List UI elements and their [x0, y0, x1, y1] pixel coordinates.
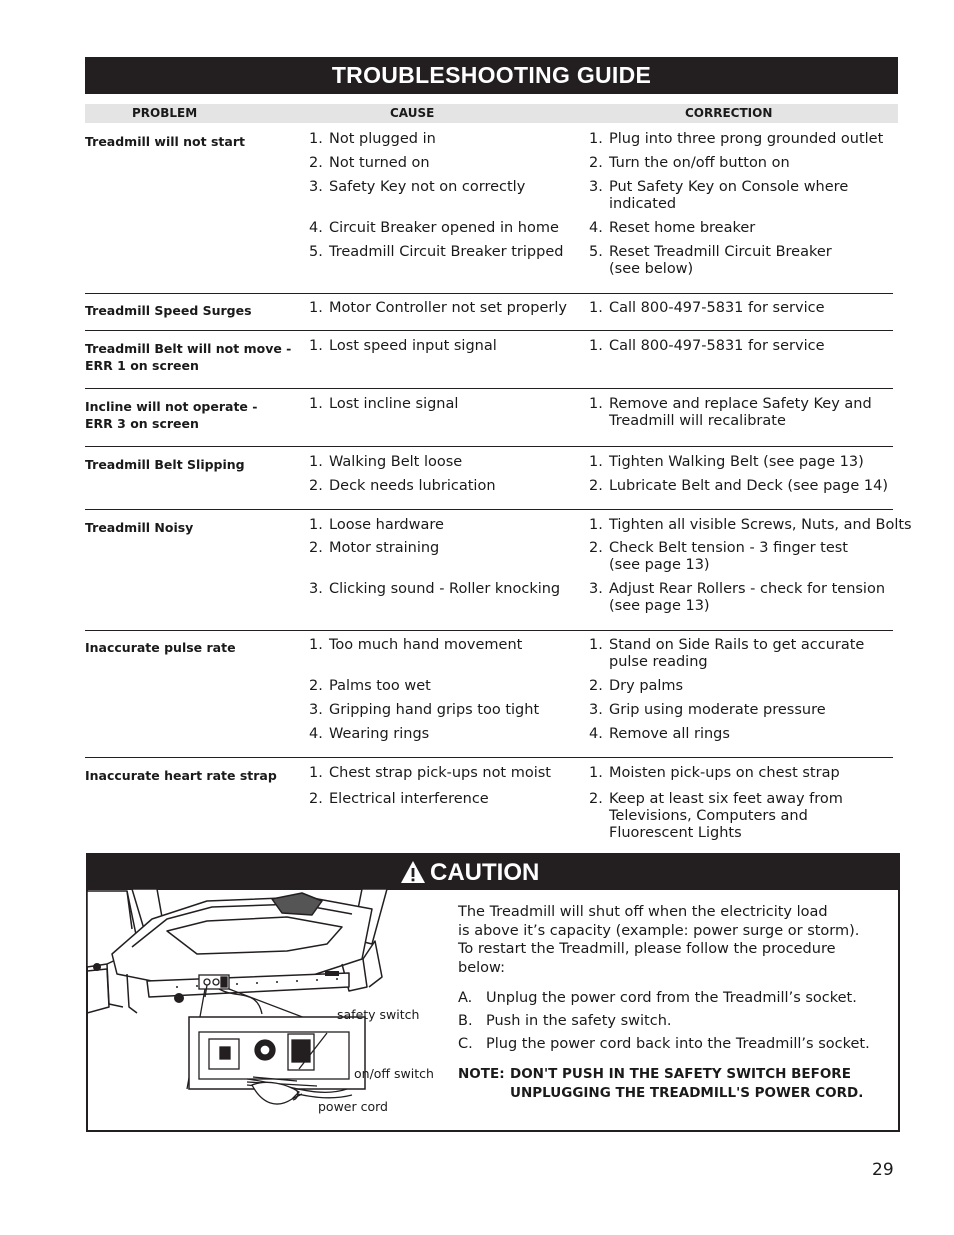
problem-cell	[85, 340, 300, 374]
item-text: Remove all rings	[609, 726, 730, 742]
item-number: 1.	[589, 454, 603, 470]
item-number: 3.	[309, 581, 323, 597]
table-row	[85, 454, 893, 510]
item-number: 3.	[589, 581, 603, 597]
table-header	[85, 104, 898, 123]
item-number: 1.	[309, 396, 323, 412]
item-text: Gripping hand grips too tight	[329, 702, 540, 718]
item-number: 1.	[309, 338, 323, 354]
item-text: pulse reading	[609, 654, 708, 670]
problem-text: Treadmill Speed Surges	[85, 303, 252, 318]
item-text: Grip using moderate pressure	[609, 702, 826, 718]
item-text: Lubricate Belt and Deck (see page 14)	[609, 478, 889, 494]
item-number: 1.	[589, 338, 603, 354]
note-line: UNPLUGGING THE TREADMILL'S POWER CORD.	[510, 1085, 864, 1101]
caution-header	[88, 855, 898, 890]
step-letter: B.	[458, 1013, 473, 1029]
item-number: 3.	[589, 179, 603, 195]
caution-intro	[458, 903, 859, 977]
table-row	[85, 765, 893, 845]
item-number: 1.	[589, 517, 603, 533]
section-title-bar	[85, 57, 898, 94]
problem-cell	[85, 767, 300, 784]
item-text: Televisions, Computers and	[609, 808, 808, 824]
item-number: 2.	[589, 155, 603, 171]
caution-heading: CAUTION	[430, 859, 540, 886]
item-number: 5.	[309, 244, 323, 260]
item-text: Not plugged in	[329, 131, 436, 147]
note-line: DON'T PUSH IN THE SAFETY SWITCH BEFORE	[510, 1066, 851, 1082]
step-letter: A.	[458, 990, 473, 1006]
item-text: Remove and replace Safety Key and	[609, 396, 872, 412]
item-number: 2.	[309, 540, 323, 556]
item-text: Adjust Rear Rollers - check for tension	[609, 581, 886, 597]
problem-text: Incline will not operate -	[85, 399, 258, 414]
problem-text: Treadmill Belt will not move -	[85, 341, 292, 356]
problem-text: Treadmill Noisy	[85, 520, 194, 535]
item-text: Reset Treadmill Circuit Breaker	[609, 244, 832, 260]
item-text: Turn the on/off button on	[609, 155, 790, 171]
item-text: Dry palms	[609, 678, 684, 694]
item-number: 1.	[589, 396, 603, 412]
caution-intro-line: below:	[458, 959, 505, 976]
item-number: 1.	[589, 131, 603, 147]
item-number: 2.	[589, 791, 603, 807]
note-label: NOTE:	[458, 1066, 505, 1082]
item-text: Safety Key not on correctly	[329, 179, 526, 195]
item-number: 3.	[309, 179, 323, 195]
item-number: 4.	[309, 220, 323, 236]
item-number: 1.	[309, 131, 323, 147]
problem-text: ERR 1 on screen	[85, 358, 199, 373]
item-number: 1.	[309, 765, 323, 781]
item-text: Wearing rings	[329, 726, 430, 742]
on-off-switch-label: on/off switch	[354, 1066, 434, 1081]
caution-intro-line: is above it’s capacity (example: power surge or storm).	[458, 922, 860, 939]
item-text: Electrical interference	[329, 791, 489, 807]
safety-switch-label: safety switch	[337, 1007, 420, 1022]
item-text: Palms too wet	[329, 678, 431, 694]
problem-cell	[85, 398, 300, 432]
item-text: Call 800-497-5831 for service	[609, 338, 825, 354]
item-text: Not turned on	[329, 155, 430, 171]
item-text: Deck needs lubrication	[329, 478, 496, 494]
item-number: 5.	[589, 244, 603, 260]
item-text: Call 800-497-5831 for service	[609, 300, 825, 316]
column-header-problem: PROBLEM	[132, 106, 198, 120]
item-text: Put Safety Key on Console where	[609, 179, 849, 195]
column-header-cause: CAUSE	[390, 106, 435, 120]
table-row	[85, 131, 893, 294]
item-text: Lost speed input signal	[329, 338, 497, 354]
warning-icon	[400, 860, 426, 884]
item-text: Too much hand movement	[329, 637, 523, 653]
item-number: 3.	[589, 702, 603, 718]
item-number: 2.	[589, 540, 603, 556]
problem-cell	[85, 456, 300, 473]
item-number: 1.	[309, 300, 323, 316]
item-text: Stand on Side Rails to get accurate	[609, 637, 865, 653]
item-number: 4.	[589, 726, 603, 742]
item-text: Treadmill Circuit Breaker tripped	[329, 244, 564, 260]
item-text: Walking Belt loose	[329, 454, 463, 470]
item-number: 2.	[589, 478, 603, 494]
item-number: 1.	[589, 300, 603, 316]
item-number: 4.	[589, 220, 603, 236]
item-number: 4.	[309, 726, 323, 742]
problem-text: Treadmill will not start	[85, 134, 245, 149]
item-number: 1.	[309, 454, 323, 470]
item-text: Keep at least six feet away from	[609, 791, 843, 807]
item-text: Clicking sound - Roller knocking	[329, 581, 561, 597]
item-number: 2.	[309, 155, 323, 171]
item-text: Motor Controller not set properly	[329, 300, 567, 316]
item-text: Tighten Walking Belt (see page 13)	[609, 454, 864, 470]
item-number: 3.	[309, 702, 323, 718]
problem-text: Treadmill Belt Slipping	[85, 457, 245, 472]
item-text: (see below)	[609, 261, 694, 277]
table-row	[85, 338, 893, 389]
item-text: Fluorescent Lights	[609, 825, 742, 841]
step-text: Unplug the power cord from the Treadmill’s socket.	[486, 990, 857, 1006]
item-text: Moisten pick-ups on chest strap	[609, 765, 840, 781]
problem-cell	[85, 302, 300, 319]
step-letter: C.	[458, 1036, 473, 1052]
item-number: 2.	[589, 678, 603, 694]
table-row	[85, 300, 893, 331]
page-title: TROUBLESHOOTING GUIDE	[331, 62, 652, 88]
table-row	[85, 517, 912, 631]
problem-text: Inaccurate pulse rate	[85, 640, 236, 655]
item-number: 1.	[309, 517, 323, 533]
item-number: 1.	[309, 637, 323, 653]
table-row	[85, 637, 893, 758]
column-header-correction: CORRECTION	[685, 106, 773, 120]
step-text: Push in the safety switch.	[486, 1013, 672, 1029]
item-text: Reset home breaker	[609, 220, 756, 236]
item-number: 1.	[589, 637, 603, 653]
item-text: Chest strap pick-ups not moist	[329, 765, 551, 781]
item-text: (see page 13)	[609, 598, 710, 614]
item-text: Lost incline signal	[329, 396, 459, 412]
item-text: Tighten all visible Screws, Nuts, and Bolts	[609, 517, 912, 533]
item-number: 1.	[589, 765, 603, 781]
table-row	[85, 396, 893, 447]
problem-text: ERR 3 on screen	[85, 416, 199, 431]
step-text: Plug the power cord back into the Treadmill’s socket.	[486, 1036, 870, 1052]
item-number: 2.	[309, 678, 323, 694]
item-text: Treadmill will recalibrate	[609, 413, 786, 429]
caution-intro-line: The Treadmill will shut off when the electricity load	[458, 904, 828, 920]
item-text: Check Belt tension - 3 finger test	[609, 540, 848, 556]
item-text: Plug into three prong grounded outlet	[609, 131, 884, 147]
item-text: (see page 13)	[609, 557, 710, 573]
item-number: 2.	[309, 478, 323, 494]
item-number: 2.	[309, 791, 323, 807]
item-text: Loose hardware	[329, 517, 444, 533]
power-cord-label: power cord	[318, 1099, 388, 1114]
problem-cell	[85, 133, 300, 150]
problem-text: Inaccurate heart rate strap	[85, 768, 277, 783]
item-text: indicated	[609, 196, 677, 212]
page-number: 29	[872, 1160, 894, 1180]
item-text: Motor straining	[329, 540, 440, 556]
item-text: Circuit Breaker opened in home	[329, 220, 559, 236]
problem-cell	[85, 639, 300, 656]
caution-intro-line: To restart the Treadmill, please follow the procedure	[458, 941, 836, 957]
problem-cell	[85, 519, 300, 536]
